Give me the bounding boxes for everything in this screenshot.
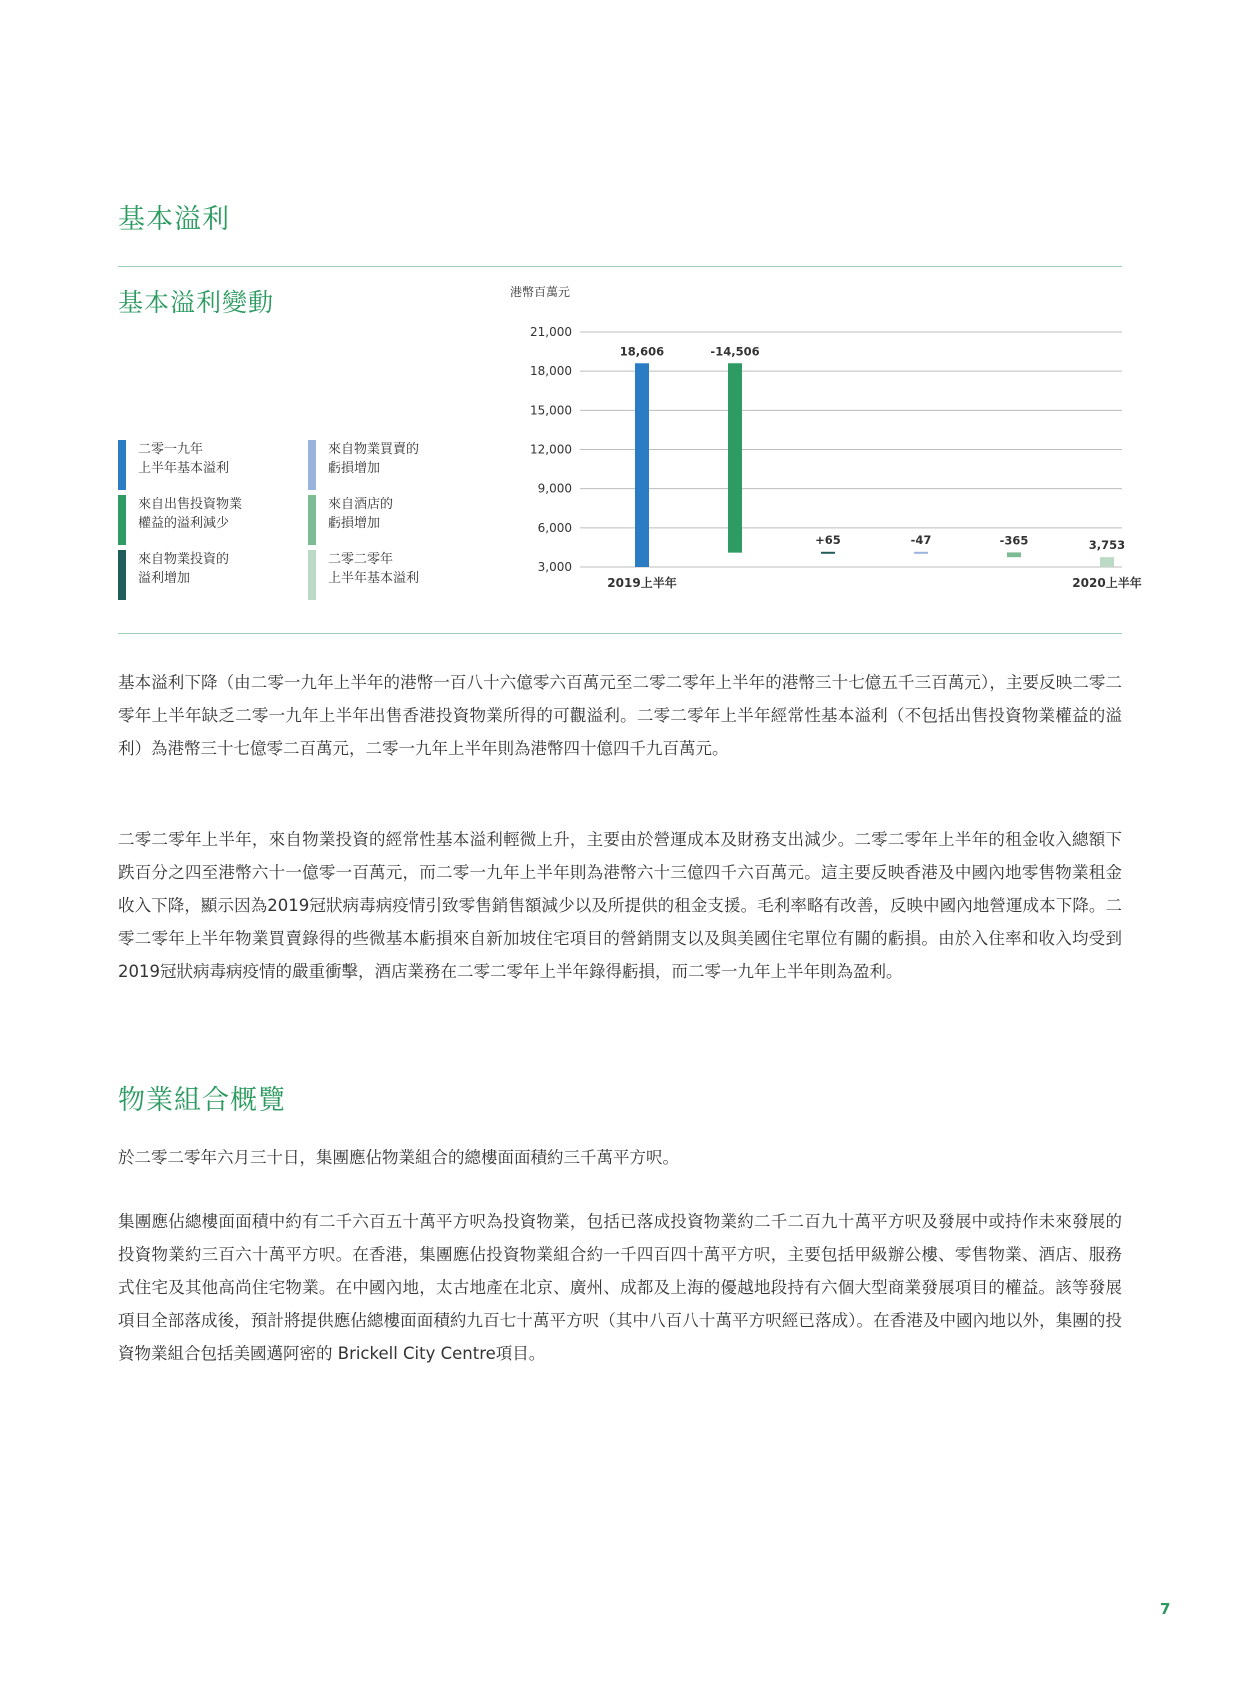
y-tick-label: 9,000 bbox=[537, 481, 572, 496]
bar bbox=[914, 552, 928, 554]
divider-bottom bbox=[118, 633, 1122, 634]
legend-item-property-trading-loss bbox=[308, 440, 468, 492]
legend-swatch bbox=[308, 495, 316, 545]
page-number: 7 bbox=[1160, 1600, 1171, 1618]
bar bbox=[635, 363, 649, 567]
section-title-portfolio-overview: 物業組合概覽 bbox=[118, 1085, 286, 1116]
body-paragraph: 於二零二零年六月三十日，集團應佔物業組合的總樓面面積約三千萬平方呎。 bbox=[118, 1148, 679, 1167]
legend-label: 二零二零年 上半年基本溢利 bbox=[328, 552, 420, 586]
legend-item-2020-profit bbox=[308, 550, 468, 602]
legend-item-2019-profit bbox=[118, 440, 278, 492]
legend-item-disposal-profit-decrease bbox=[118, 495, 278, 547]
y-tick-label: 6,000 bbox=[537, 520, 572, 535]
legend-label: 二零一九年 上半年基本溢利 bbox=[138, 442, 230, 476]
y-tick-label: 15,000 bbox=[530, 403, 572, 418]
x-axis-label: 2019上半年 bbox=[607, 576, 677, 590]
bar-value-label: +65 bbox=[815, 532, 841, 547]
body-paragraph: 集團應佔總樓面面積中約有二千六百五十萬平方呎為投資物業，包括已落成投資物業約二千二百九十萬平方呎及發展中或持作未來發展的投資物業約三百六十萬平方呎。在香港，集團應佔投資物業組合約一千四百四十萬平方呎，主要包括甲級辦公樓、零售物業、酒店、服務式住宅及其他高尚住宅物業。在中國內地，太古地產在北京、廣州、成都及上海的優越地段持有六個大型商業發展項目的權益。該等發展項目全部落成後，預計將提供應佔總樓面面積約九百七十萬平方呎（其中八百八十萬平方呎經已落成）。在香港及中國內地以外，集團的投資物業組合包括美國邁阿密的 Brickell City Centre項目。 bbox=[118, 1212, 1122, 1363]
y-tick-label: 21,000 bbox=[530, 325, 572, 339]
bar bbox=[728, 363, 742, 552]
y-tick-label: 12,000 bbox=[530, 442, 572, 457]
bar-value-label: 3,753 bbox=[1088, 538, 1126, 553]
legend-swatch bbox=[118, 550, 126, 600]
bar bbox=[1007, 552, 1021, 557]
waterfall-chart bbox=[510, 282, 1142, 612]
chart-title: 基本溢利變動 bbox=[118, 288, 275, 317]
bar-value-label: -47 bbox=[910, 532, 932, 547]
legend-label: 來自出售投資物業 權益的溢利減少 bbox=[138, 497, 243, 531]
legend-label: 來自酒店的 虧損增加 bbox=[328, 497, 394, 531]
legend-label: 來自物業投資的 溢利增加 bbox=[138, 552, 230, 586]
bar-value-label: 18,606 bbox=[619, 344, 665, 359]
bar bbox=[1100, 557, 1114, 567]
chart-unit-label: 港幣百萬元 bbox=[510, 285, 571, 299]
divider-top bbox=[118, 266, 1122, 267]
bar-value-label: -365 bbox=[999, 533, 1029, 548]
legend-swatch bbox=[118, 495, 126, 545]
legend-label: 來自物業買賣的 虧損增加 bbox=[328, 442, 420, 476]
body-paragraph: 二零二零年上半年，來自物業投資的經常性基本溢利輕微上升，主要由於營運成本及財務支出減少。二零二零年上半年的租金收入總額下跌百分之四至港幣六十一億零一百萬元，而二零一九年上半年則為港幣六十三億四千六百萬元。這主要反映香港及中國內地零售物業租金收入下降，顯示因為2019冠狀病毒病疫情引致零售銷售額減少以及所提供的租金支援。毛利率略有改善，反映中國內地營運成本下降。二零二零年上半年物業買賣錄得的些微基本虧損來自新加坡住宅項目的營銷開支以及與美國住宅單位有關的虧損。由於入住率和收入均受到2019冠狀病毒病疫情的嚴重衝擊，酒店業務在二零二零年上半年錄得虧損，而二零一九年上半年則為盈利。 bbox=[118, 830, 1122, 981]
y-tick-label: 18,000 bbox=[530, 364, 572, 379]
body-paragraph: 基本溢利下降（由二零一九年上半年的港幣一百八十六億零六百萬元至二零二零年上半年的港幣三十七億五千三百萬元），主要反映二零二零年上半年缺乏二零一九年上半年出售香港投資物業所得的可觀溢利。二零二零年上半年經常性基本溢利（不包括出售投資物業權益的溢利）為港幣三十七億零二百萬元，二零一九年上半年則為港幣四十億四千九百萬元。 bbox=[118, 673, 1122, 758]
legend-item-investment-profit-increase bbox=[118, 550, 278, 602]
legend-swatch bbox=[118, 440, 126, 490]
legend-swatch bbox=[308, 440, 316, 490]
legend-item-hotel-loss bbox=[308, 495, 468, 547]
y-tick-label: 3,000 bbox=[537, 560, 572, 574]
section-title-underlying-profit: 基本溢利 bbox=[118, 204, 230, 235]
bar bbox=[821, 552, 835, 554]
bar-value-label: -14,506 bbox=[710, 344, 760, 359]
legend-swatch bbox=[308, 550, 316, 600]
x-axis-label: 2020上半年 bbox=[1072, 576, 1142, 590]
chart-legend bbox=[118, 440, 458, 600]
